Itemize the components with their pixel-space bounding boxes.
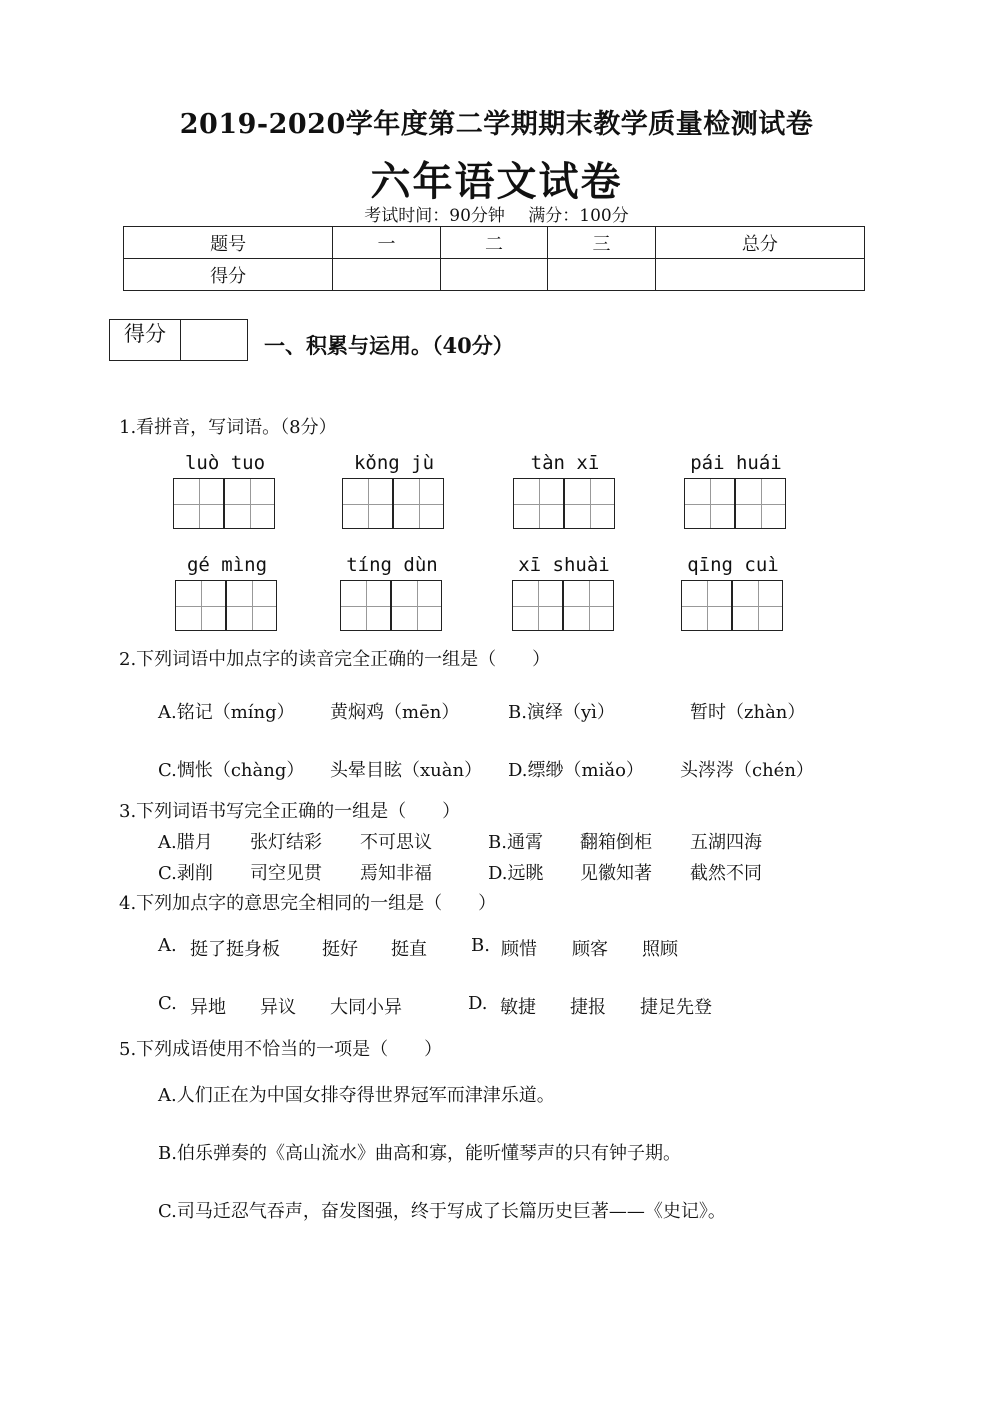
q3-option-c: C.剥削 <box>158 863 213 884</box>
pinyin-text: pái huái <box>690 452 782 474</box>
pinyin-text: xī shuài <box>518 554 610 576</box>
score-table-cell[interactable] <box>333 259 440 291</box>
answer-boxes[interactable] <box>340 580 442 631</box>
q4-option-a-word: 挺好 <box>322 939 358 960</box>
q3-option-c-word: 司空见贯 <box>250 863 322 884</box>
q2-option-d2: 头涔涔（chén） <box>680 760 814 781</box>
subject-title: 六年语文试卷 <box>370 158 623 205</box>
pinyin-text: qīng cuì <box>687 554 779 576</box>
q2-option-c2: 头晕目眩（xuàn） <box>330 760 483 781</box>
tian-box[interactable] <box>684 478 735 529</box>
tian-box[interactable] <box>175 580 226 631</box>
q3-option-a-word: 张灯结彩 <box>250 832 322 853</box>
q4-option-c: C. <box>158 993 177 1014</box>
tian-box[interactable] <box>224 478 275 529</box>
q3-option-a: A.腊月 <box>158 832 213 853</box>
q2-option-b1: B.演绎（yì） <box>508 702 615 723</box>
answer-boxes[interactable] <box>342 478 444 529</box>
q4-option-d-word: 捷足先登 <box>640 997 712 1018</box>
tian-box[interactable] <box>732 580 783 631</box>
tian-box[interactable] <box>513 478 564 529</box>
q2-option-c1: C.惆怅（chàng） <box>158 760 305 781</box>
answer-boxes[interactable] <box>173 478 275 529</box>
score-table-cell[interactable] <box>440 259 547 291</box>
pinyin-text: tàn xī <box>530 452 600 474</box>
q5-option-b: B.伯乐弹奏的《高山流水》曲高和寡，能听懂琴声的只有钟子期。 <box>158 1143 681 1164</box>
answer-boxes[interactable] <box>512 580 614 631</box>
q2-option-a1: A.铭记（míng） <box>158 702 295 723</box>
q3-option-d-word: 见徽知著 <box>580 863 652 884</box>
tian-box[interactable] <box>173 478 224 529</box>
q4-option-c-word: 异地 <box>190 997 226 1018</box>
q3-option-b-word: 翻箱倒柜 <box>580 832 652 853</box>
q4-option-a-word: 挺了挺身板 <box>190 939 280 960</box>
tian-box[interactable] <box>342 478 393 529</box>
q2-option-d1: D.缥缈（miǎo） <box>508 760 644 781</box>
tian-box[interactable] <box>226 580 277 631</box>
tian-box[interactable] <box>564 478 615 529</box>
tian-box[interactable] <box>340 580 391 631</box>
exam-time: 考试时间：90分钟 <box>364 206 505 226</box>
q4-option-b: B. <box>471 935 490 956</box>
pinyin-text: luò tuo <box>184 452 266 474</box>
score-table-cell: 得分 <box>124 259 333 291</box>
tian-box[interactable] <box>391 580 442 631</box>
q4-option-d: D. <box>468 993 488 1014</box>
score-table-header-row <box>124 227 865 259</box>
q4-option-d-word: 捷报 <box>570 997 606 1018</box>
q4-option-a: A. <box>158 935 177 956</box>
score-table-cell: 三 <box>548 227 655 259</box>
score-table-cell: 二 <box>440 227 547 259</box>
pinyin-text: gé mìng <box>186 554 268 576</box>
full-score: 满分：100分 <box>528 206 629 226</box>
score-table-cell[interactable] <box>655 259 864 291</box>
q4-prompt: 4.下列加点字的意思完全相同的一组是（ ） <box>119 893 497 914</box>
score-table-cell: 总分 <box>655 227 864 259</box>
score-table-cell[interactable] <box>548 259 655 291</box>
tian-box[interactable] <box>681 580 732 631</box>
q4-option-b-word: 照顾 <box>642 939 678 960</box>
q5-prompt: 5.下列成语使用不恰当的一项是（ ） <box>119 1039 443 1060</box>
section-title: 一、积累与运用。（40分） <box>264 333 514 358</box>
score-table-cell: 一 <box>333 227 440 259</box>
q2-option-b2: 暂时（zhàn） <box>690 702 806 723</box>
q2-prompt: 2.下列词语中加点字的读音完全正确的一组是（ ） <box>119 649 551 670</box>
q3-option-b: B.通霄 <box>488 832 543 853</box>
q3-option-d-word: 截然不同 <box>690 863 762 884</box>
tian-box[interactable] <box>563 580 614 631</box>
q3-prompt: 3.下列词语书写完全正确的一组是（ ） <box>119 801 461 822</box>
q3-option-b-word: 五湖四海 <box>690 832 762 853</box>
section-score-box <box>109 319 248 361</box>
pinyin-text: kǒng jù <box>353 452 435 474</box>
answer-boxes[interactable] <box>681 580 783 631</box>
q4-option-c-word: 大同小异 <box>330 997 402 1018</box>
pinyin-text: tíng dùn <box>346 554 438 576</box>
section-score-label: 得分 <box>110 320 181 360</box>
q4-option-b-word: 顾客 <box>572 939 608 960</box>
q4-option-c-word: 异议 <box>260 997 296 1018</box>
score-table <box>123 226 865 291</box>
q3-option-c-word: 焉知非福 <box>360 863 432 884</box>
q1-prompt: 1.看拼音，写词语。（8分） <box>119 417 337 438</box>
q5-option-a: A.人们正在为中国女排夺得世界冠军而津津乐道。 <box>158 1085 555 1106</box>
tian-box[interactable] <box>735 478 786 529</box>
tian-box[interactable] <box>393 478 444 529</box>
answer-boxes[interactable] <box>175 580 277 631</box>
answer-boxes[interactable] <box>684 478 786 529</box>
tian-box[interactable] <box>512 580 563 631</box>
q3-option-a-word: 不可思议 <box>360 832 432 853</box>
q4-option-a-word: 挺直 <box>391 939 427 960</box>
score-table-score-row <box>124 259 865 291</box>
q5-option-c: C.司马迁忍气吞声，奋发图强，终于写成了长篇历史巨著——《史记》。 <box>158 1201 726 1222</box>
q4-option-b-word: 顾惜 <box>501 939 537 960</box>
q2-option-a2: 黄焖鸡（mēn） <box>330 702 460 723</box>
q3-option-d: D.远眺 <box>488 863 544 884</box>
exam-info <box>0 201 993 226</box>
answer-boxes[interactable] <box>513 478 615 529</box>
exam-title: 2019-2020学年度第二学期期末教学质量检测试卷 <box>179 109 814 140</box>
score-table-cell: 题号 <box>124 227 333 259</box>
q4-option-d-word: 敏捷 <box>500 997 536 1018</box>
